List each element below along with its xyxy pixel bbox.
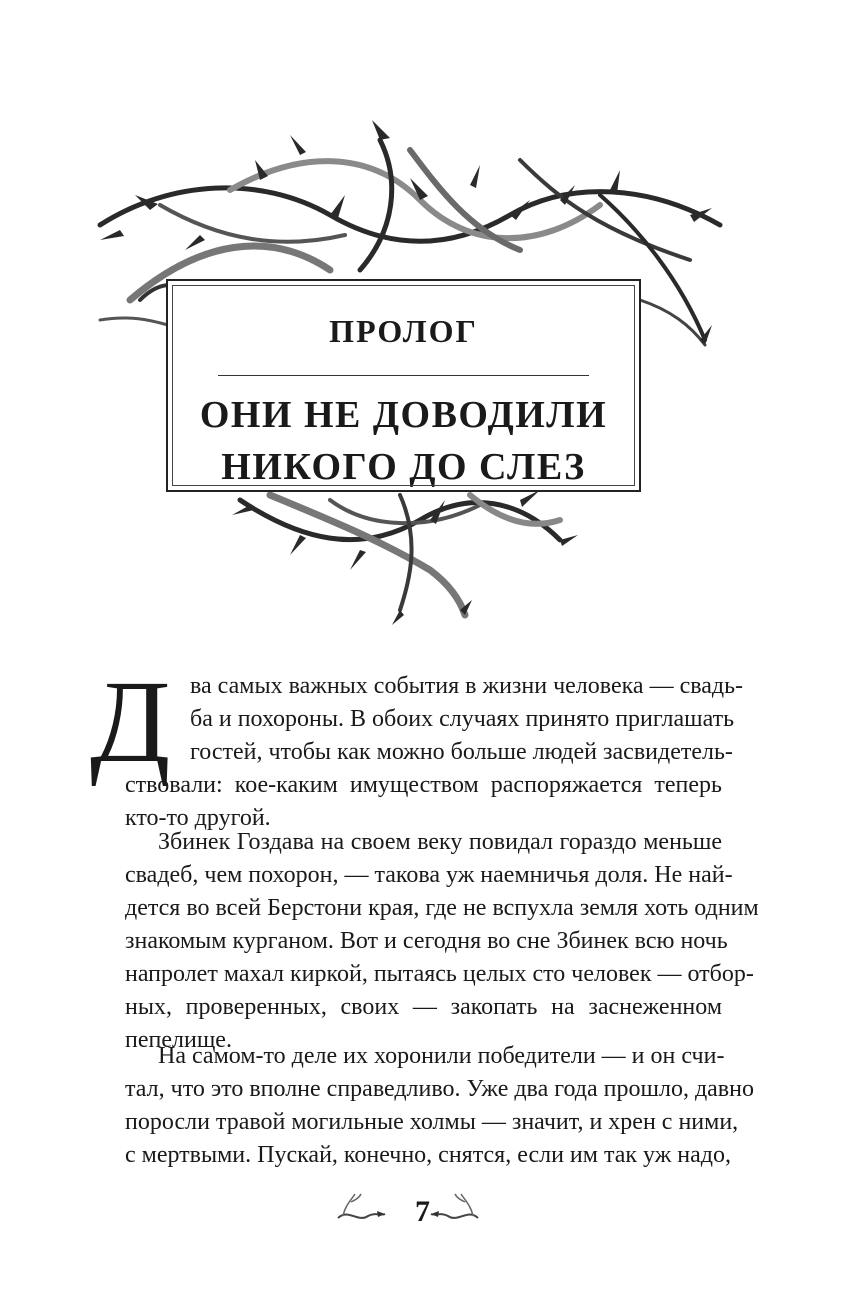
text-line: с мертвыми. Пускай, конечно, снятся, если им так уж надо, [125, 1142, 732, 1168]
chapter-title-box [166, 279, 641, 492]
paragraph-2 [125, 826, 759, 1057]
text-line: дется во всей Берстони края, где не вспухла земля хоть одним [125, 895, 759, 921]
page-number: 7 [415, 1195, 430, 1228]
text-line: пепелище. [125, 1027, 232, 1053]
text-line: гостей, чтобы как можно больше людей засвидетель- [190, 739, 733, 765]
text-line: ва самых важных события в жизни человека — свадь- [190, 673, 744, 699]
paragraph-3 [125, 1040, 754, 1172]
drop-cap: Д [90, 656, 171, 787]
text-line: ба и похороны. В обоих случаях принято приглашать [190, 706, 735, 732]
title-divider [218, 375, 589, 376]
text-line: тал, что это вполне справедливо. Уже два года прошло, давно [125, 1076, 754, 1102]
text-line: ных, проверенных, своих — закопать на заснеженном [125, 994, 722, 1020]
text-line: кто-то другой. [125, 805, 271, 831]
footer-ornament-right-icon [428, 1188, 483, 1228]
chapter-title-line-2: НИКОГО ДО СЛЕЗ [221, 446, 586, 488]
page-footer [0, 1195, 845, 1229]
text-line: знакомым курганом. Вот и сегодня во сне Збинек всю ночь [125, 928, 728, 954]
text-line: Збинек Гоздава на своем веку повидал гораздо меньше [158, 829, 722, 855]
text-line: напролет махал киркой, пытаясь целых сто человек — отбор- [125, 961, 754, 987]
text-line: ствовали: кое-каким имуществом распоряжается теперь [125, 772, 722, 798]
prologue-label: ПРОЛОГ [329, 313, 478, 349]
chapter-title [168, 389, 639, 493]
paragraph-1-top [190, 670, 744, 769]
text-line: поросли травой могильные холмы — значит, и хрен с ними, [125, 1109, 739, 1135]
chapter-title-line-1: ОНИ НЕ ДОВОДИЛИ [199, 394, 608, 436]
text-line: свадеб, чем похорон, — такова уж наемничья доля. Не най- [125, 862, 733, 888]
text-line: На самом-то деле их хоронили победители — и он счи- [158, 1043, 725, 1069]
